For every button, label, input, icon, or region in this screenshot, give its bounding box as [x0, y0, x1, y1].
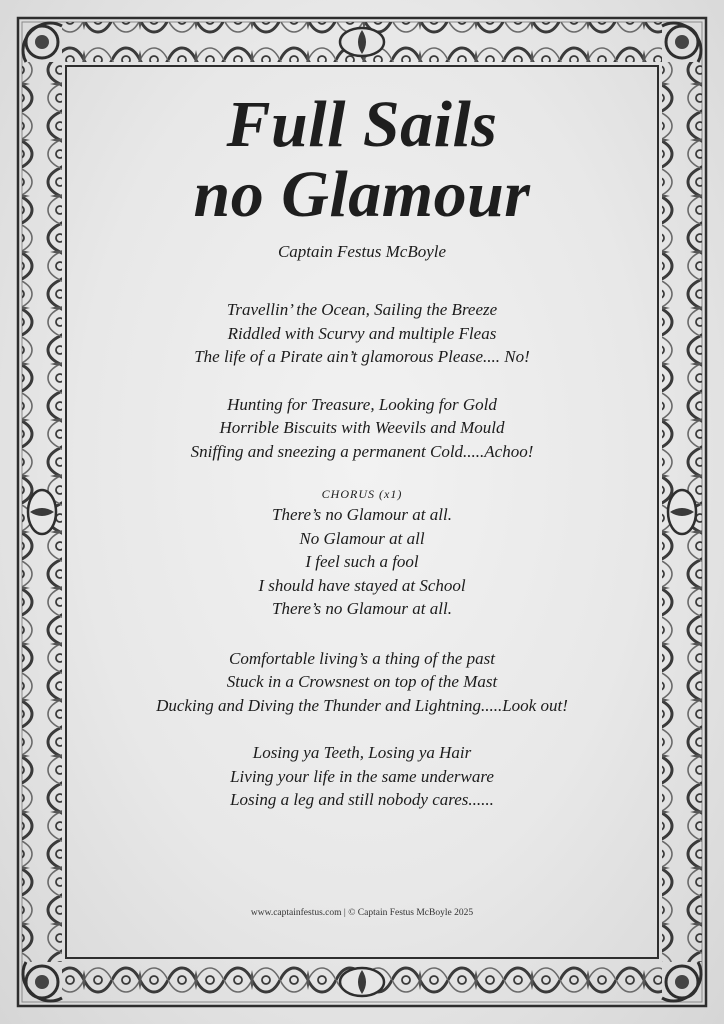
corner-ornament-bottom-right — [662, 962, 701, 1001]
center-ornament-left — [28, 490, 56, 534]
chorus-line: No Glamour at all — [299, 528, 425, 548]
song-title-line-1: Full Sails — [226, 88, 498, 161]
chorus-line: There’s no Glamour at all. — [272, 599, 452, 618]
song-title-line-2: no Glamour — [193, 158, 531, 231]
verse-line: Losing ya Teeth, Losing ya Hair — [252, 743, 472, 762]
verse-line: Travellin’ the Ocean, Sailing the Breeze — [226, 300, 498, 319]
verse-2 — [90, 393, 634, 464]
footer-copyright: www.captainfestus.com | © Captain Festus McBoyle 2025 — [250, 908, 474, 918]
chorus-line: There’s no Glamour at all. — [272, 505, 452, 524]
verse-line: Comfortable living’s a thing of the past — [228, 648, 496, 668]
verse-line: Horrible Biscuits with Weevils and Mould — [219, 418, 505, 437]
corner-ornament-top-right — [662, 23, 701, 62]
verse-line: Hunting for Treasure, Looking for Gold — [227, 394, 497, 414]
chorus — [90, 503, 634, 621]
verse-4 — [90, 741, 634, 812]
verse-line: Riddled with Scurvy and multiple Fleas — [227, 323, 497, 343]
corner-ornament-bottom-left — [23, 962, 62, 1001]
verse-1 — [90, 298, 634, 369]
verse-line: Living your life in the same underware — [230, 766, 494, 786]
center-ornament-right — [668, 490, 696, 534]
verse-line: Losing a leg and still nobody cares...... — [230, 790, 494, 809]
chorus-line: I feel such a fool — [305, 552, 419, 571]
verse-line: The life of a Pirate ain’t glamorous Please.... No! — [194, 347, 530, 366]
verse-line: Sniffing and sneezing a permanent Cold.....Achoo! — [190, 441, 534, 461]
song-author: Captain Festus McBoyle — [277, 242, 447, 261]
chorus-line: I should have stayed at School — [258, 575, 466, 595]
verse-3 — [90, 647, 634, 718]
song-title — [90, 90, 634, 230]
center-ornament-bottom — [340, 968, 384, 996]
verse-line: Ducking and Diving the Thunder and Lightning.....Look out! — [156, 695, 568, 715]
song-content — [90, 90, 634, 812]
center-ornament-top — [340, 28, 384, 56]
chorus-label: CHORUS (x1) — [321, 487, 403, 501]
corner-ornament-top-left — [23, 23, 62, 62]
verse-line: Stuck in a Crowsnest on top of the Mast — [226, 672, 498, 691]
